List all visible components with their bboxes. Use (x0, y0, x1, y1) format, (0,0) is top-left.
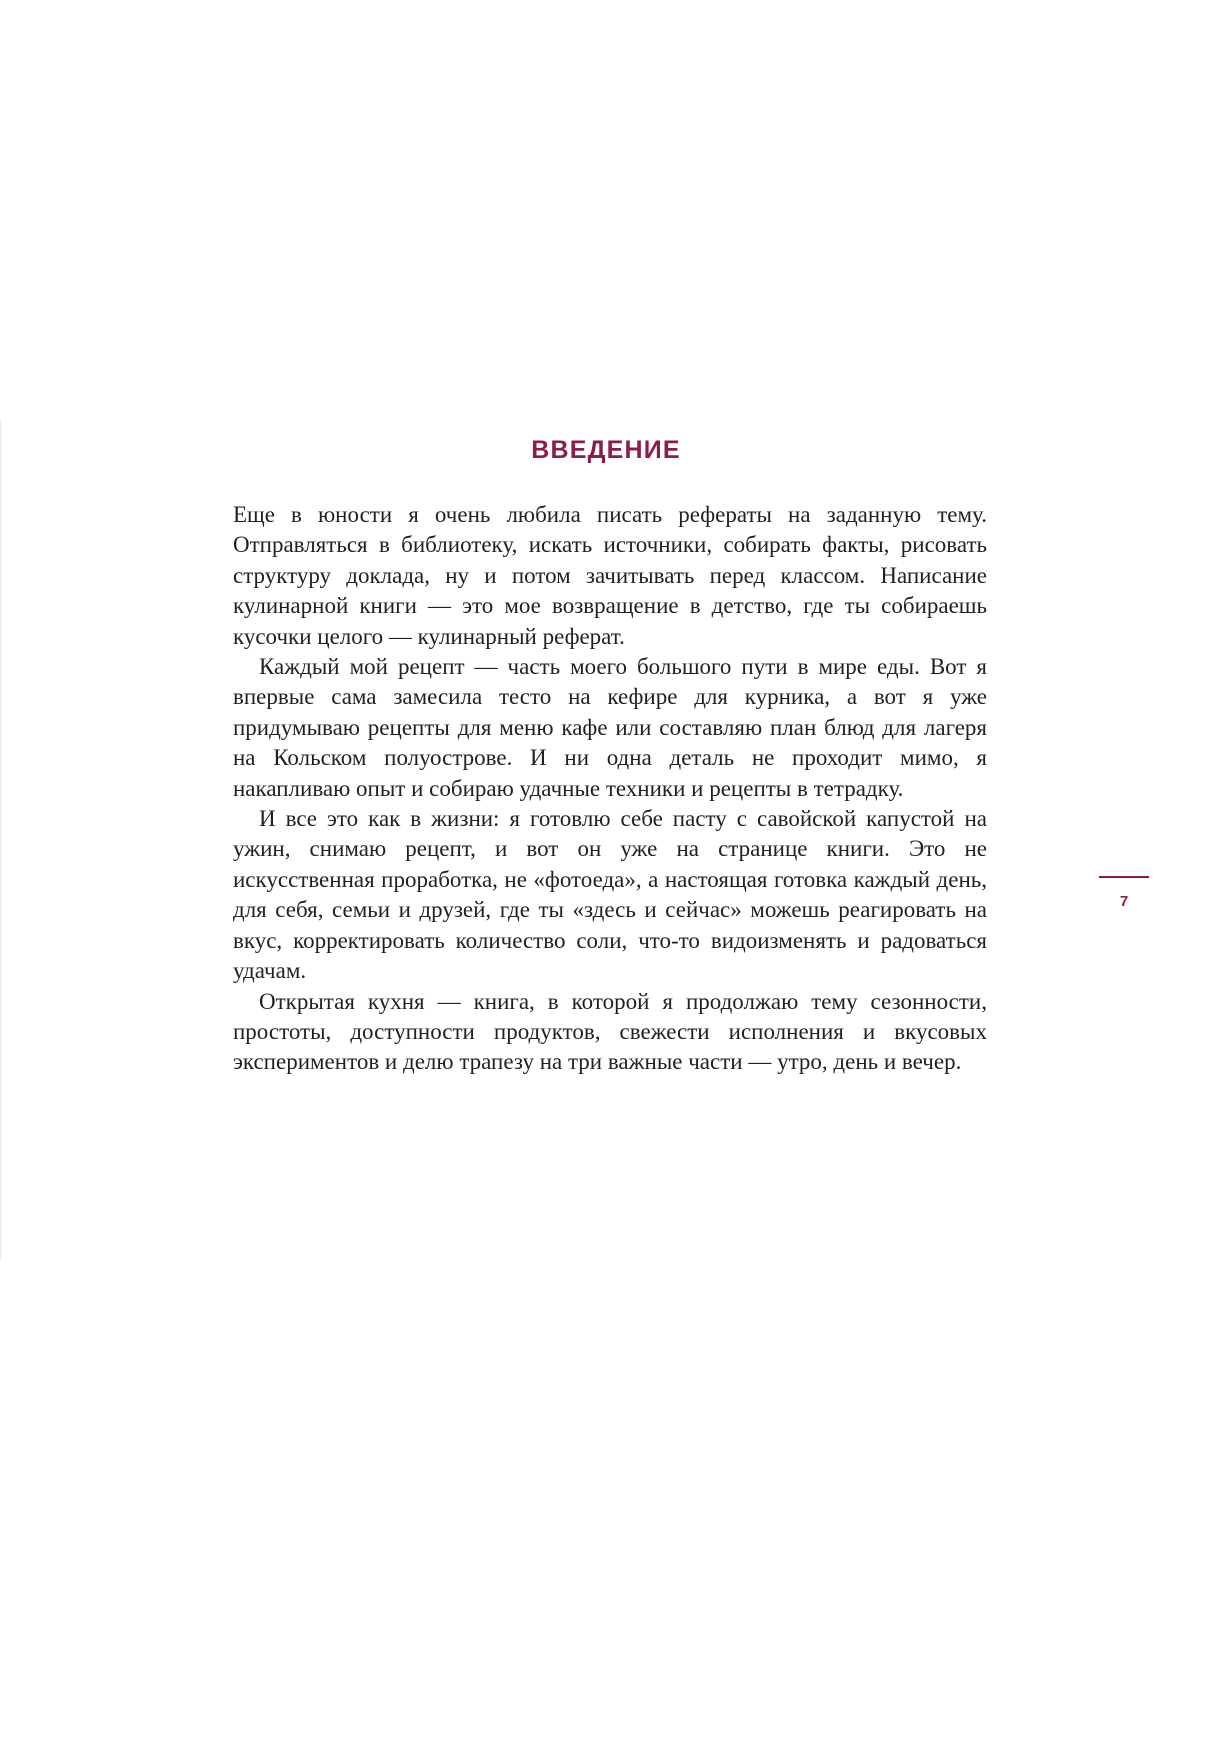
page-number: 7 (1119, 893, 1129, 910)
paragraph-4: Открытая кухня — книга, в которой я продолжаю тему сезонности, простоты, доступности продуктов, свежести исполнения и вкусовых экспериментов и делю трапезу на три важные части — утро, день и вечер. (233, 988, 987, 1075)
page-number-rule (1099, 876, 1149, 878)
chapter-title: ВВЕДЕНИЕ (531, 436, 681, 464)
paragraph-2: Каждый мой рецепт — часть моего большого пути в мире еды. Вот я впервые сама замесила тесто на кефире для курника, а вот я уже придумываю рецепты для меню кафе или составляю план блюд для лагеря на Кольском полуострове. И ни одна деталь не проходит мимо, я накапливаю опыт и собираю удачные техники и рецепты в тетрадку. (233, 654, 987, 801)
page-edge-shadow (0, 420, 2, 1260)
paragraph-1: Еще в юности я очень любила писать рефераты на заданную тему. Отправляться в библиотеку, искать источники, собирать факты, рисовать структуру доклада, ну и потом зачитывать перед классом. Написание кулинарной книги — это мое возвращение в детство, где ты собираешь кусочки целого — кулинарный реферат. (233, 502, 987, 649)
paragraph-3: И все это как в жизни: я готовлю себе пасту с савойской капустой на ужин, снимаю рецепт, и вот он уже на странице книги. Это не искусственная проработка, не «фотоеда», а настоящая готовка каждый день, для себя, семьи и друзей, где ты «здесь и сейчас» можешь реагировать на вкус, корректировать количество соли, что-то видоизменять и радоваться удачам. (233, 806, 987, 984)
body-text (233, 500, 987, 1078)
